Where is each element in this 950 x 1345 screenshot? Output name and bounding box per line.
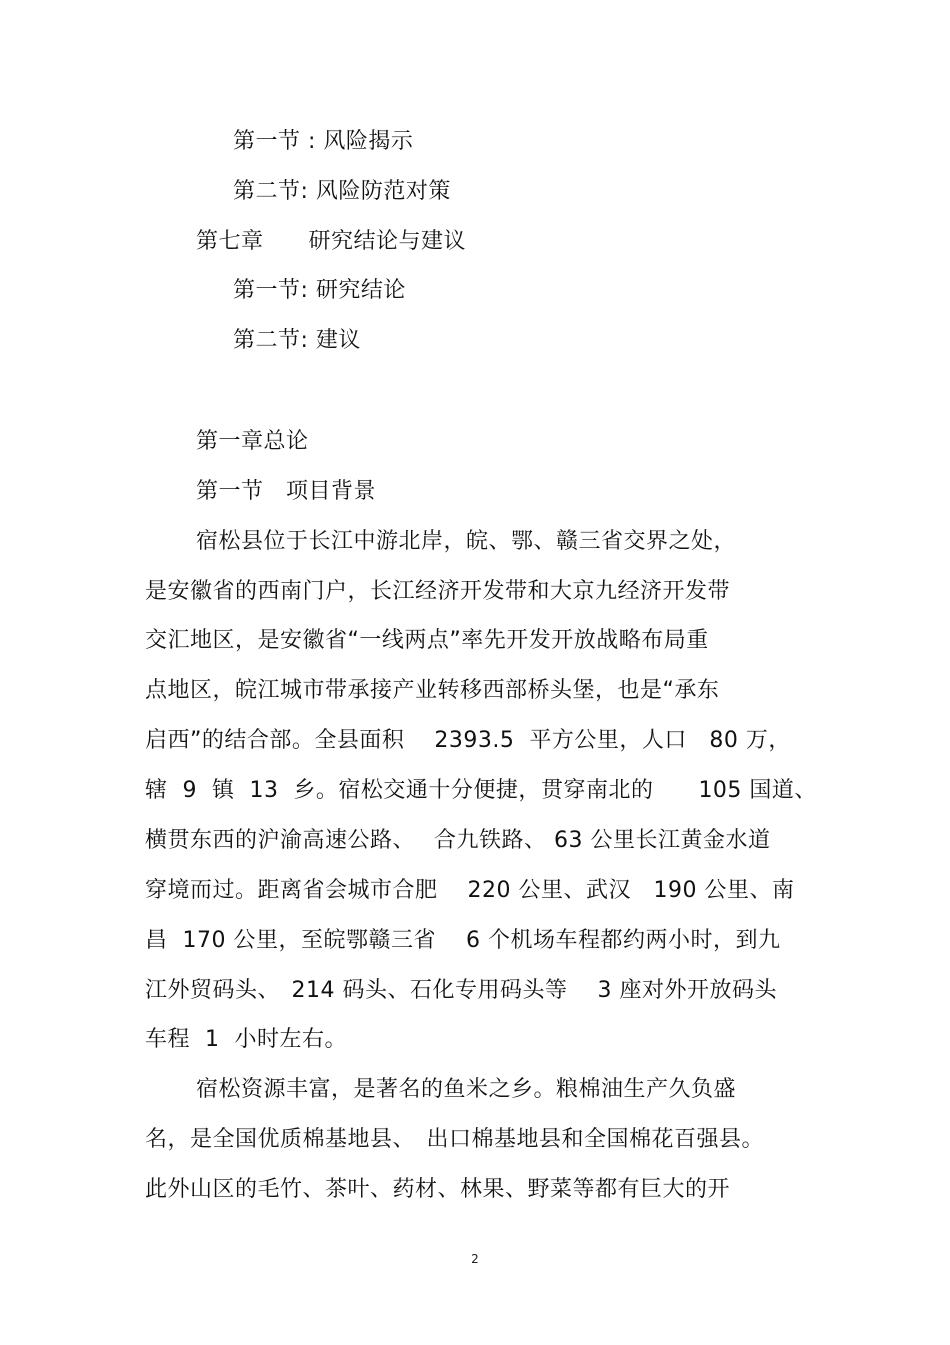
paragraph-line: 江外贸码头、 214 码头、石化专用码头等 3 座对外开放码头	[145, 978, 777, 1003]
paragraph-line: 辖 9 镇 13 乡。宿松交通十分便捷，贯穿南北的 105 国道、	[145, 778, 817, 803]
toc-chapter-7: 第七章 研究结论与建议	[196, 229, 467, 254]
paragraph-line: 穿境而过。距离省会城市合肥 220 公里、武汉 190 公里、南	[145, 878, 795, 903]
paragraph-line: 点地区，皖江城市带承接产业转移西部桥头堡，也是“承东	[145, 678, 720, 703]
section-title: 第一节 项目背景	[196, 479, 377, 504]
paragraph-line: 此外山区的毛竹、茶叶、药材、林果、野菜等都有巨大的开	[145, 1177, 731, 1202]
paragraph-line: 名，是全国优质棉基地县、 出口棉基地县和全国棉花百强县。	[145, 1127, 765, 1152]
paragraph-line: 车程 1 小时左右。	[145, 1027, 347, 1052]
paragraph-line: 宿松资源丰富，是著名的鱼米之乡。粮棉油生产久负盛	[196, 1077, 737, 1102]
paragraph-line: 宿松县位于长江中游北岸，皖、鄂、赣三省交界之处，	[196, 529, 737, 554]
paragraph-line: 启西”的结合部。全县面积 2393.5 平方公里，人口 80 万，	[145, 728, 791, 753]
paragraph-line: 是安徽省的西南门户，长江经济开发带和大京九经济开发带	[145, 579, 731, 604]
paragraph-line: 交汇地区，是安徽省“一线两点”率先开发开放战略布局重	[145, 628, 709, 653]
toc-item-risk-disclosure: 第一节 : 风险揭示	[233, 129, 414, 154]
paragraph-line: 昌 170 公里，至皖鄂赣三省 6 个机场车程都约两小时，到九	[145, 928, 781, 953]
toc-item-suggestions: 第二节: 建议	[233, 328, 361, 353]
toc-item-research-conclusion: 第一节: 研究结论	[233, 278, 406, 303]
chapter-title: 第一章总论	[196, 429, 309, 454]
page-number: 2	[471, 1252, 479, 1266]
toc-item-risk-countermeasures: 第二节: 风险防范对策	[233, 179, 451, 204]
paragraph-line: 横贯东西的沪渝高速公路、 合九铁路、 63 公里长江黄金水道	[145, 828, 771, 853]
